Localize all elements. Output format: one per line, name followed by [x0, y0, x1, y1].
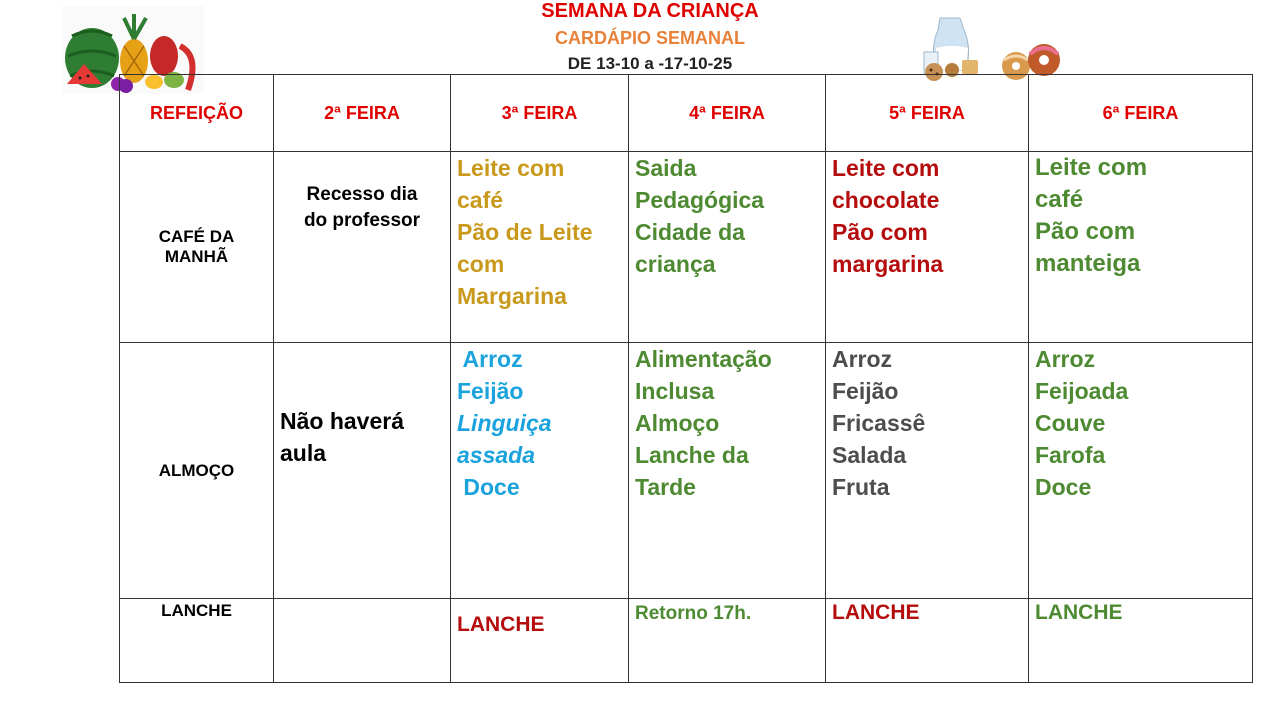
menu-item: Inclusa — [635, 378, 715, 404]
menu-item: Couve — [1035, 410, 1106, 436]
menu-item: Lanche da — [635, 442, 749, 468]
lunch-label: ALMOÇO — [120, 343, 274, 599]
header-thursday: 5ª FEIRA — [826, 75, 1029, 152]
header-meal: REFEIÇÃO — [120, 75, 274, 152]
breakfast-monday-line: do professor — [303, 210, 421, 231]
menu-item: assada — [457, 442, 536, 468]
snack-monday — [274, 599, 451, 683]
menu-item: Saida — [635, 155, 697, 181]
header-friday: 6ª FEIRA — [1029, 75, 1253, 152]
menu-item: Pedagógica — [635, 187, 765, 213]
menu-item: café — [1035, 186, 1084, 213]
menu-item: Pão de Leite — [457, 219, 593, 245]
menu-item: Fricassê — [832, 410, 926, 436]
menu-item: Leite com — [1035, 154, 1148, 181]
header-monday: 2ª FEIRA — [274, 75, 451, 152]
menu-item: Salada — [832, 442, 907, 468]
menu-item: Leite com — [832, 155, 940, 181]
menu-item: Fruta — [832, 474, 890, 500]
menu-item: Pão com — [1035, 218, 1136, 245]
snack-friday: LANCHE — [1029, 599, 1253, 683]
lunch-friday — [1029, 343, 1253, 599]
breakfast-tuesday — [451, 152, 629, 343]
lunch-tuesday — [451, 343, 629, 599]
snack-tuesday: LANCHE — [451, 599, 629, 683]
menu-item: Arroz — [832, 346, 893, 372]
date-range: DE 13-10 a -17-10-25 — [567, 54, 733, 73]
snack-thursday: LANCHE — [826, 599, 1029, 683]
menu-item: Almoço — [635, 410, 720, 436]
page-subtitle: CARDÁPIO SEMANAL — [554, 28, 745, 48]
menu-item: Farofa — [1035, 442, 1106, 468]
menu-item: Doce — [457, 474, 520, 500]
menu-item: Feijoada — [1035, 378, 1129, 404]
lunch-row — [120, 343, 1253, 599]
menu-item: manteiga — [1035, 250, 1141, 277]
header-tuesday: 3ª FEIRA — [451, 75, 629, 152]
page-title: SEMANA DA CRIANÇA — [541, 0, 759, 22]
breakfast-thursday — [826, 152, 1029, 343]
menu-item: Cidade da — [635, 219, 745, 245]
menu-item: Alimentação — [635, 346, 772, 372]
menu-item: Feijão — [457, 378, 524, 404]
menu-item: Doce — [1035, 474, 1092, 500]
snack-wednesday: Retorno 17h. — [629, 599, 826, 683]
menu-item: Arroz — [457, 346, 523, 372]
menu-item: Pão com — [832, 219, 928, 245]
menu-item: Tarde — [635, 474, 696, 500]
header-wednesday: 4ª FEIRA — [629, 75, 826, 152]
snack-label: LANCHE — [120, 599, 274, 683]
menu-item: Feijão — [832, 378, 899, 404]
menu-item: Linguiça — [457, 410, 552, 436]
menu-item: Leite com — [457, 155, 565, 181]
breakfast-label-line1: CAFÉ DA — [158, 227, 235, 246]
table-header-row — [120, 75, 1253, 152]
menu-item: Não haverá — [280, 408, 405, 434]
snack-row — [120, 599, 1253, 683]
breakfast-wednesday — [629, 152, 826, 343]
breakfast-label-line2: MANHÃ — [164, 247, 229, 266]
breakfast-friday — [1029, 152, 1253, 343]
menu-item: café — [457, 187, 504, 213]
breakfast-monday — [274, 152, 451, 343]
breakfast-monday-line: Recesso dia — [306, 184, 418, 205]
breakfast-label — [120, 152, 274, 343]
menu-item: com — [457, 251, 505, 277]
lunch-wednesday — [629, 343, 826, 599]
breakfast-row — [120, 152, 1253, 343]
lunch-thursday — [826, 343, 1029, 599]
weekly-menu-table — [119, 74, 1253, 683]
menu-item: margarina — [832, 251, 944, 277]
menu-item: aula — [280, 440, 327, 466]
menu-item: Margarina — [457, 283, 567, 309]
menu-item: criança — [635, 251, 716, 277]
menu-item: Arroz — [1035, 346, 1096, 372]
lunch-monday — [274, 343, 451, 599]
menu-item: chocolate — [832, 187, 940, 213]
